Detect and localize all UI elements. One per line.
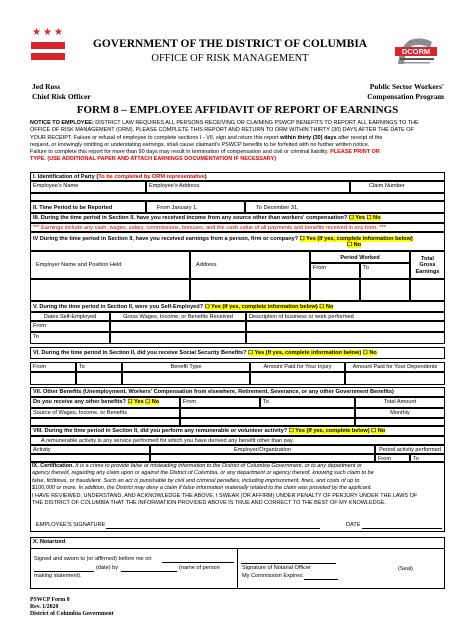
notary-title: X. Notarized [33, 539, 66, 545]
section-5-question [30, 301, 445, 312]
ssb-from-input[interactable] [30, 372, 76, 385]
star-icon: ★ [54, 27, 63, 38]
benefit-source-input-3[interactable] [180, 418, 355, 426]
certification-line3: false, fictitious, or fraudulent. Such an act is punishable by civil and criminal penalties, including imprisonment, fines, and costs of up to [32, 477, 360, 484]
signature-date-label: DATE [346, 522, 361, 528]
notice-line3c: after receipt of the [336, 134, 383, 141]
employer-name-input[interactable] [30, 279, 190, 301]
notice-block [30, 120, 445, 164]
sworn-person-line[interactable] [121, 571, 177, 572]
amount-injury-input[interactable] [250, 372, 345, 385]
notice-deadline: within thirty (30) days [280, 134, 337, 141]
section-5-label: V. During the time period in Section II, were you Self-Employed? [33, 304, 204, 310]
business-description-input-2[interactable] [246, 332, 445, 344]
self-employed-gross-header: Gross Wages, Income, or Benefits Received [110, 312, 246, 321]
time-period-from-label: From January 1, [157, 205, 198, 211]
self-employed-gross-input-1[interactable] [110, 321, 246, 332]
benefit-source-input-1[interactable] [180, 408, 355, 418]
employer-address-input[interactable] [190, 279, 310, 301]
amount-dependents-input[interactable] [345, 372, 445, 385]
officer-title: Chief Risk Officer [32, 92, 91, 101]
notice-line3a: YOUR RECEIPT. Failure or refusal of employee to complete sections I - VII, sign and return this report [30, 134, 281, 141]
section-5-yes[interactable]: ☐ Yes (If yes, complete information below) [204, 304, 318, 310]
officer-name: Jed Ross [32, 82, 61, 91]
business-description-input-1[interactable] [246, 321, 445, 332]
sworn-date-line[interactable] [162, 562, 234, 563]
activity-to[interactable]: To [410, 454, 445, 462]
section-4-question [30, 232, 445, 251]
section-3-no[interactable]: ☐ No [366, 215, 381, 221]
organization-input[interactable] [150, 454, 375, 462]
notice-label: NOTICE TO EMPLOYEE: [30, 120, 94, 126]
signature-date-line[interactable] [362, 528, 442, 529]
benefit-type-input[interactable] [122, 372, 250, 385]
section-6-label: VI. During the time period in Section II, did you receive Social Security Benefits? [33, 350, 247, 356]
dc-flag-logo [28, 28, 68, 64]
notice-line4: request, or knowingly omitting or understating earnings, shall cause claimant's PSWCP benefits to be forfeited with no further written notice. [30, 141, 370, 148]
notice-line5a: Failure to complete this report for more than 90 days may result in termination of compensation and civil or criminal liability. [30, 149, 331, 155]
footer-revision: Rev. 1/2020 [30, 604, 59, 610]
ssb-from-header: From [30, 362, 76, 372]
employee-signature-line[interactable] [106, 528, 320, 529]
notary-signature-label: Signature of Notarial Officer [242, 565, 311, 571]
self-employed-to[interactable] [30, 332, 110, 344]
certification-title: IX. Certification. [32, 463, 74, 469]
section-3-yes[interactable]: ☐ Yes [348, 215, 366, 221]
activity-period-header: Period activity performed [375, 445, 445, 454]
certification-line1: It is a crime to provide false or misleading information to the District of Columbia Government, or to any department or [73, 463, 362, 469]
section-1-orm-note: To be completed by ORM representative [98, 174, 205, 180]
government-title: GOVERNMENT OF THE DISTRICT OF COLUMBIA [92, 38, 368, 50]
section-4-label: IV During the time period in Section II, have you received earnings from a person, firm or company? [33, 236, 299, 242]
star-icon: ★ [32, 27, 41, 38]
employer-name-header [30, 251, 190, 279]
notice-line2: OFFICE OF RISK MANAGEMENT (ORM). PLEASE COMPLETE THIS REPORT AND RETURN TO ORM WITHIN THIRTY (30) DAYS AFTER THE DATE OF [30, 127, 414, 134]
sworn-line1: Signed and sworn to (or affirmed) before me on [34, 556, 152, 562]
certification-line5: I HAVE REVIEWED, UNDERSTAND, AND ACKNOWLEDGE THE ABOVE. I SWEAR (OR AFFIRM) UNDER PENALTY OF PERJURY UNDER THE LAWS OF [32, 492, 418, 499]
employee-address-label: Employee's Address [149, 183, 200, 189]
benefit-source-header: Source of Wages, Income, or Benefits [30, 408, 180, 418]
employer-address-header [190, 251, 310, 279]
section-7-label: Do you receive any other benefits? [33, 399, 126, 405]
gross-earnings-input[interactable] [410, 279, 445, 301]
section-4-no[interactable]: ☐ No [347, 242, 362, 249]
notary-vertical-divider [237, 548, 238, 589]
section-8-yes[interactable]: ☐ Yes (If yes, complete below) [288, 428, 370, 434]
period-from-header: From [310, 263, 360, 279]
sworn-line3: (name of person [179, 565, 220, 571]
section-1-title: I. Identification of Party ( [33, 174, 99, 180]
remunerable-definition: A remunerable activity is any service performed for which you have derived any benefit other than pay. [30, 436, 445, 445]
section-7-no[interactable]: ☐ No [145, 399, 160, 405]
form-title: FORM 8 – EMPLOYEE AFFIDAVIT OF REPORT OF EARNINGS [76, 104, 399, 116]
period-worked-header: Period Worked [310, 251, 410, 263]
dates-self-employed-header: Dates Self-Employed [30, 312, 110, 321]
earnings-note: *** Earnings include any cash, wages, salary, commissions, bonuses, and the cash value of all payments and benefits received in any form. *** [30, 223, 445, 232]
activity-input[interactable] [30, 454, 150, 462]
amount-dependents-header: Amount Paid for Your Dependents [345, 362, 445, 372]
benefit-source-input-2[interactable] [30, 418, 180, 426]
notice-print-instruction: PLEASE PRINT OR [330, 149, 380, 155]
section-8-question [30, 426, 445, 436]
time-period-to[interactable] [245, 201, 445, 213]
section-1-header [30, 172, 445, 181]
business-description-header: Description of business or work performed [246, 312, 445, 321]
employer-address-label: Address [196, 262, 217, 268]
claim-number-field[interactable] [350, 181, 445, 193]
claim-number-label: Claim Number [369, 183, 405, 189]
certification-line4: $100,000 or more. In addition, the District may deny a claim if false information materially related to the claim was provided by the applicant. [32, 485, 372, 492]
amount-injury-header: Amount Paid for Your Injury [250, 362, 345, 372]
notice-line1: DISTRICT LAW REQUIRES ALL PERSONS RECEIVING OR CLAIMING PSWCP BENEFITS TO REPORT ALL EARNINGS TO THE [95, 120, 419, 126]
self-employed-from-label: From [33, 323, 47, 329]
notary-seal: (Seal) [398, 566, 413, 572]
certification-line6: THE DISTRICT OF COLUMBIA THAT THE INFORMATION PROVIDED ABOVE IS TRUE AND CORRECT TO THE BEST OF MY KNOWLEDGE. [32, 500, 387, 507]
section-8-no[interactable]: ☐ No [371, 428, 386, 434]
employee-name-label: Employee's Name [33, 183, 79, 189]
section-1-title-end: ) [204, 174, 207, 180]
self-employed-gross-input-2[interactable] [110, 332, 246, 344]
employee-signature-label: EMPLOYEE'S SIGNATURE [36, 522, 106, 528]
benefit-type-header: Benefit Type [122, 362, 250, 372]
total-amount-header: Total Amount [355, 397, 445, 408]
certification-text [32, 463, 443, 508]
activity-from[interactable]: From [375, 454, 410, 462]
program-line2: Compensation Program [367, 92, 444, 101]
section-6-yes[interactable]: ☐ Yes (If yes, complete information below) [248, 350, 362, 356]
time-period-label: II. Time Period to be Reported [30, 201, 146, 213]
time-period-from[interactable] [146, 201, 245, 213]
dcorm-logo [392, 34, 440, 68]
footer-form-name: PSWCP Form 8 [30, 597, 70, 603]
section-4-yes[interactable]: ☐ Yes (If yes, complete information below) [299, 236, 413, 242]
star-icon: ★ [43, 27, 52, 38]
ssb-to-header: To [76, 362, 122, 372]
organization-header: Employer/Organization [150, 445, 375, 454]
gross-earnings-header [410, 251, 445, 279]
employee-address-field[interactable] [146, 181, 350, 193]
section-7-yes[interactable]: ☐ Yes [127, 399, 144, 405]
time-period-to-label: To December 31, [256, 205, 299, 211]
sworn-name-line[interactable] [34, 571, 94, 572]
other-benefits-from[interactable]: From [180, 397, 260, 408]
section-7-header: VII. Other Benefits (Unemployment, Workers' Compensation from elsewhere, Retirement, Severance, or any other Government Benefits) [30, 387, 445, 397]
period-to-input[interactable] [360, 279, 410, 301]
sworn-line2: (date) by [96, 565, 119, 571]
office-title: OFFICE OF RISK MANAGEMENT [151, 53, 309, 64]
employee-info-blank-row[interactable] [30, 193, 445, 201]
section-8-label: VIII. During the time period in Section II, did you perform any remunerable or volunteer activity? [33, 428, 288, 434]
gross-earnings-label: Total Gross Earnings [415, 256, 440, 275]
ssb-to-input[interactable] [76, 372, 122, 385]
section-7-question [30, 397, 180, 408]
program-line1: Public Sector Workers' [369, 82, 444, 91]
footer-government: District of Columbia Government [30, 611, 114, 617]
notice-line6: TYPE. (USE ADDITIONAL PAPER AND ATTACH EARNINGS DOCUMENTATION IF NECESSARY) [30, 156, 277, 163]
monthly-amount-input[interactable] [355, 418, 445, 426]
certification-line2: agency thereof, regarding any claim upon or against the District of Columbia, or any department or agency thereof, knowing such claim to be [32, 470, 374, 477]
other-benefits-to[interactable]: To [260, 397, 355, 408]
section-6-no[interactable]: ☐ No [362, 350, 377, 356]
section-3-question [30, 213, 445, 223]
notary-signature-line[interactable] [241, 563, 336, 564]
self-employed-from[interactable] [30, 321, 110, 332]
flag-bar [31, 42, 65, 49]
self-employed-to-label: To [33, 334, 39, 340]
section-3-label: III. During the time period in Section II, have you received income from any source other than workers' compensation? [33, 215, 348, 221]
flag-bar [31, 53, 65, 60]
commission-expires-line[interactable] [304, 579, 338, 580]
period-from-input[interactable] [310, 279, 360, 301]
employer-name-label: Employer Name and Position Held [36, 262, 122, 268]
commission-expires-label: My Commission Expires: [242, 573, 304, 579]
employee-name-field[interactable] [30, 181, 146, 193]
period-to-header: To [360, 263, 410, 279]
section-5-no[interactable]: ☐ No [319, 304, 334, 310]
sworn-line4: making statement). [34, 573, 82, 579]
monthly-label: Monthly [355, 408, 445, 418]
dcorm-logo-text: DCORM [401, 47, 431, 56]
activity-header: Activity [30, 445, 150, 454]
section-6-question [30, 347, 445, 359]
